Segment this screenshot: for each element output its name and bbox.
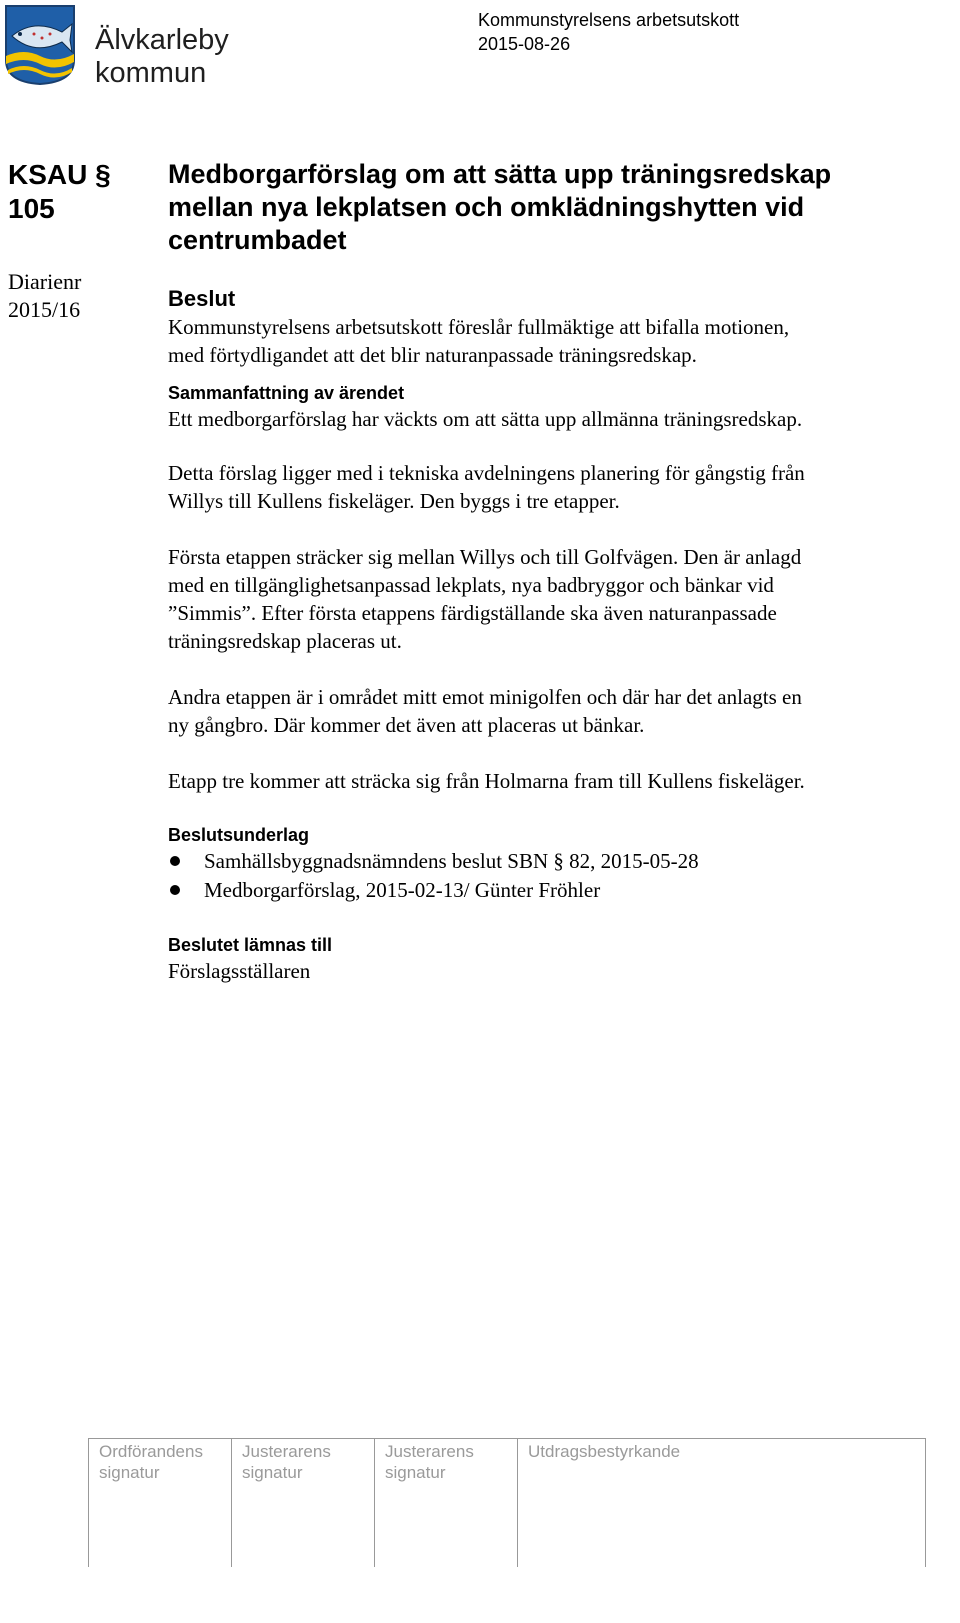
signature-table: [88, 1438, 926, 1567]
text-line: Andra etappen är i området mitt emot minigolfen och där har det anlagts en: [168, 685, 802, 709]
title-line: centrumbadet: [168, 225, 347, 255]
text-line: Kommunstyrelsens arbetsutskott föreslår fullmäktige att bifalla motionen,: [168, 315, 790, 339]
paragraph-1: [168, 459, 938, 515]
signature-label: Ordförandens: [99, 1442, 203, 1461]
text-line: ny gångbro. Där kommer det även att placeras ut bänkar.: [168, 713, 645, 737]
organ-name: Kommunstyrelsens arbetsutskott: [478, 10, 740, 30]
title-line: Medborgarförslag om att sätta upp träningsredskap: [168, 159, 832, 189]
main-content: [168, 158, 938, 985]
sammanfattning-heading: Sammanfattning av ärendet: [168, 383, 405, 403]
coat-of-arms-icon: [4, 4, 76, 86]
paragraph-3: [168, 683, 938, 739]
text-line: träningsredskap placeras ut.: [168, 629, 402, 653]
text-line: med en tillgänglighetsanpassad lekplats, nya badbryggor och bänkar vid: [168, 573, 774, 597]
paragraph-4: Etapp tre kommer att sträcka sig från Holmarna fram till Kullens fiskeläger.: [168, 769, 805, 793]
meeting-date: 2015-08-26: [478, 34, 571, 54]
signature-cell-justerare-2: [374, 1439, 517, 1567]
diarienummer: [8, 268, 81, 324]
lamnas-till-value: Förslagsställaren: [168, 959, 311, 983]
text-line: Willys till Kullens fiskeläger. Den byggs i tre etapper.: [168, 489, 620, 513]
lamnas-till-heading: Beslutet lämnas till: [168, 935, 333, 955]
bullet-icon: [170, 885, 180, 895]
text-line: Första etappen sträcker sig mellan Willys och till Golfvägen. Den är anlagd: [168, 545, 802, 569]
signature-label: signatur: [242, 1463, 303, 1482]
list-item-text: Medborgarförslag, 2015-02-13/ Günter Fröhler: [204, 878, 601, 902]
text-line: ”Simmis”. Efter första etappens färdigställande ska även naturanpassade: [168, 601, 777, 625]
signature-cell-ordforande: [88, 1439, 231, 1567]
page-title: [168, 158, 938, 257]
logo-line-2: kommun: [95, 57, 207, 89]
ksau-label: KSAU §: [8, 159, 111, 190]
signature-label: Justerarens: [242, 1442, 331, 1461]
signature-label: signatur: [385, 1463, 446, 1482]
paragraph-number: [8, 158, 111, 226]
signature-label: signatur: [99, 1463, 160, 1482]
municipality-name: [95, 24, 229, 90]
beslutsunderlag-heading: Beslutsunderlag: [168, 825, 310, 845]
sammanfattning-text: Ett medborgarförslag har väckts om att sätta upp allmänna träningsredskap.: [168, 407, 803, 431]
beslutsunderlag-list: [168, 847, 938, 905]
signature-cell-justerare-1: [231, 1439, 374, 1567]
paragraph-2: [168, 543, 938, 655]
signature-cell-utdragsbestyrkande: [517, 1439, 926, 1567]
list-item-text: Samhällsbyggnadsnämndens beslut SBN § 82, 2015-05-28: [204, 849, 699, 873]
beslut-heading: Beslut: [168, 286, 236, 311]
diarienr-label: Diarienr: [8, 269, 82, 294]
bullet-icon: [170, 856, 180, 866]
document-header: [478, 8, 739, 56]
beslut-text: [168, 313, 938, 369]
title-line: mellan nya lekplatsen och omklädningshytten vid: [168, 192, 805, 222]
ksau-number: 105: [8, 193, 55, 224]
logo-line-1: Älvkarleby: [95, 24, 229, 56]
signature-label: Justerarens: [385, 1442, 474, 1461]
signature-label: Utdragsbestyrkande: [528, 1442, 681, 1461]
text-line: med förtydligandet att det blir naturanpassade träningsredskap.: [168, 343, 697, 367]
diarienr-value: 2015/16: [8, 297, 81, 322]
list-item: [168, 876, 938, 905]
list-item: [168, 847, 938, 876]
text-line: Detta förslag ligger med i tekniska avdelningens planering för gångstig från: [168, 461, 805, 485]
